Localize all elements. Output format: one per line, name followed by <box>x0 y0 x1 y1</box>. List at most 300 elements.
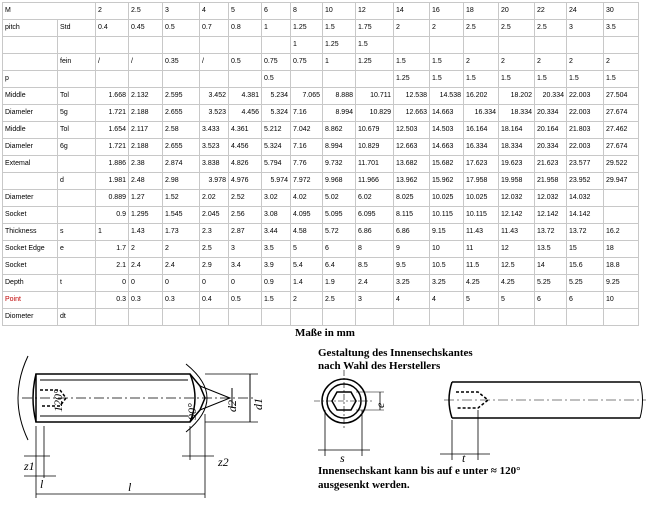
table-cell <box>604 309 639 326</box>
table-cell: 20.334 <box>535 88 567 105</box>
table-cell: 5.25 <box>567 275 604 292</box>
table-cell: 27.674 <box>604 139 639 156</box>
table-cell: 13.962 <box>394 173 430 190</box>
table-cell: 16.2 <box>604 224 639 241</box>
table-cell: 12 <box>356 3 394 20</box>
table-row <box>3 258 639 275</box>
table-row <box>3 173 639 190</box>
table-cell: 5.212 <box>262 122 291 139</box>
table-cell: 0.3 <box>96 292 129 309</box>
table-cell: 13.682 <box>394 156 430 173</box>
table-cell: 19.623 <box>499 156 535 173</box>
table-cell: 21.623 <box>535 156 567 173</box>
table-cell: 4.25 <box>464 275 499 292</box>
table-cell: 14.663 <box>430 105 464 122</box>
table-row <box>3 20 639 37</box>
d2-label: d2 <box>225 400 239 412</box>
table-cell: 15.682 <box>430 156 464 173</box>
table-cell: 5.324 <box>262 139 291 156</box>
table-cell: 18 <box>604 241 639 258</box>
table-cell: 12.142 <box>499 207 535 224</box>
table-cell: 18.202 <box>499 88 535 105</box>
table-row <box>3 309 639 326</box>
table-cell: 4.095 <box>291 207 323 224</box>
table-cell: 4 <box>200 3 229 20</box>
table-cell: 1.5 <box>430 54 464 71</box>
table-cell: 10.679 <box>356 122 394 139</box>
table-cell <box>535 309 567 326</box>
table-cell <box>58 190 96 207</box>
table-cell: 3.08 <box>262 207 291 224</box>
table-cell: / <box>200 54 229 71</box>
table-cell: 1.25 <box>291 20 323 37</box>
table-cell: 21.803 <box>567 122 604 139</box>
table-cell <box>291 71 323 88</box>
table-cell: 0.3 <box>163 292 200 309</box>
table-cell: 2.48 <box>129 173 163 190</box>
table-cell <box>96 71 129 88</box>
table-cell: 1.4 <box>291 275 323 292</box>
angle-90-label: 90° <box>185 403 199 420</box>
table-cell: 2.595 <box>163 88 200 105</box>
table-cell: 11.43 <box>464 224 499 241</box>
table-cell <box>3 37 58 54</box>
table-cell: 12.663 <box>394 105 430 122</box>
table-cell <box>604 37 639 54</box>
table-cell: 5 <box>499 292 535 309</box>
table-cell: 2.132 <box>129 88 163 105</box>
table-cell: 0.5 <box>229 292 262 309</box>
table-cell: 1.25 <box>394 71 430 88</box>
table-cell: 2 <box>567 54 604 71</box>
table-cell: 1 <box>291 37 323 54</box>
table-cell: 5.02 <box>323 190 356 207</box>
table-row <box>3 224 639 241</box>
table-cell: 0.35 <box>163 54 200 71</box>
table-cell: 14 <box>535 258 567 275</box>
table-cell: 3.978 <box>200 173 229 190</box>
table-cell: Tol <box>58 122 96 139</box>
table-cell <box>58 258 96 275</box>
e-label: e <box>373 402 387 408</box>
table-cell <box>499 309 535 326</box>
table-cell: Thickness <box>3 224 58 241</box>
table-cell: 12.503 <box>394 122 430 139</box>
table-cell: 2.5 <box>499 20 535 37</box>
table-cell: 14.142 <box>567 207 604 224</box>
table-cell: 9.5 <box>394 258 430 275</box>
table-cell: 11.966 <box>356 173 394 190</box>
table-cell <box>262 37 291 54</box>
table-cell: 6.4 <box>323 258 356 275</box>
table-cell <box>430 37 464 54</box>
table-cell: 16.334 <box>464 139 499 156</box>
table-cell: 18.164 <box>499 122 535 139</box>
table-cell <box>229 309 262 326</box>
table-cell: 8.115 <box>394 207 430 224</box>
table-cell: 1.5 <box>262 292 291 309</box>
table-cell: 1.5 <box>394 54 430 71</box>
table-cell <box>394 309 430 326</box>
table-cell: 22.003 <box>567 139 604 156</box>
table-cell: 15.962 <box>430 173 464 190</box>
table-cell: 1.654 <box>96 122 129 139</box>
table-cell: pitch <box>3 20 58 37</box>
table-cell: 3.452 <box>200 88 229 105</box>
table-cell: 14.032 <box>567 190 604 207</box>
table-cell <box>567 309 604 326</box>
table-cell: 10 <box>430 241 464 258</box>
table-cell: 2.655 <box>163 139 200 156</box>
note-top-2: nach Wahl des Herstellers <box>318 360 441 372</box>
table-cell <box>96 37 129 54</box>
table-cell: 15.6 <box>567 258 604 275</box>
table-cell <box>394 37 430 54</box>
table-cell: 0.8 <box>229 20 262 37</box>
table-cell: 23.952 <box>567 173 604 190</box>
table-cell: Diameler <box>3 139 58 156</box>
table-cell <box>464 309 499 326</box>
table-cell: 12.032 <box>499 190 535 207</box>
table-cell <box>323 309 356 326</box>
table-cell: 6 <box>262 3 291 20</box>
table-cell: Std <box>58 20 96 37</box>
table-row <box>3 190 639 207</box>
table-cell: 10.025 <box>430 190 464 207</box>
table-cell: 6 <box>567 292 604 309</box>
table-row <box>3 105 639 122</box>
table-cell: 7.16 <box>291 139 323 156</box>
table-cell: 16.202 <box>464 88 499 105</box>
units-caption: Maße in mm <box>295 327 355 339</box>
table-cell <box>3 173 58 190</box>
table-cell: d <box>58 173 96 190</box>
table-cell <box>58 71 96 88</box>
z2-label: z2 <box>218 455 229 469</box>
table-cell: 1.295 <box>129 207 163 224</box>
table-cell: 20.334 <box>535 105 567 122</box>
table-cell: 8.5 <box>356 258 394 275</box>
note-top-1: Gestaltung des Innensechskantes <box>318 347 473 359</box>
table-cell: 1.5 <box>567 71 604 88</box>
table-cell: 6.02 <box>356 190 394 207</box>
d1-label: d1 <box>251 398 265 410</box>
z1-label: z1 <box>24 459 35 473</box>
table-cell: 0.4 <box>96 20 129 37</box>
table-cell: 3 <box>229 241 262 258</box>
table-cell: 2 <box>499 54 535 71</box>
table-cell: 6g <box>58 139 96 156</box>
table-cell: 4 <box>394 292 430 309</box>
table-cell: 7.76 <box>291 156 323 173</box>
table-cell: 1.25 <box>356 54 394 71</box>
table-cell: 2.1 <box>96 258 129 275</box>
table-cell: 2.5 <box>535 20 567 37</box>
table-cell: Diameter <box>3 190 58 207</box>
table-cell: 9.732 <box>323 156 356 173</box>
table-row <box>3 88 639 105</box>
table-cell: Tol <box>58 88 96 105</box>
table-cell: 2.117 <box>129 122 163 139</box>
table-cell: 10 <box>604 292 639 309</box>
table-cell: 14.503 <box>430 122 464 139</box>
table-cell: 6 <box>323 241 356 258</box>
table-cell: 16.164 <box>464 122 499 139</box>
table-cell: 6 <box>535 292 567 309</box>
table-cell: 5.234 <box>262 88 291 105</box>
table-cell: 27.462 <box>604 122 639 139</box>
table-cell: 2.188 <box>129 105 163 122</box>
table-cell: 4.02 <box>291 190 323 207</box>
table-row <box>3 241 639 258</box>
table-cell <box>356 309 394 326</box>
table-cell: 1.25 <box>323 37 356 54</box>
table-row <box>3 122 639 139</box>
table-cell: 9.15 <box>430 224 464 241</box>
table-cell: 5.25 <box>535 275 567 292</box>
table-cell <box>96 309 129 326</box>
table-cell: 24 <box>567 3 604 20</box>
table-row <box>3 3 639 20</box>
table-cell: 1.721 <box>96 139 129 156</box>
table-cell: 0 <box>229 275 262 292</box>
table-cell: 20.334 <box>535 139 567 156</box>
table-cell: 2.9 <box>200 258 229 275</box>
table-cell: 7.972 <box>291 173 323 190</box>
table-cell: 18.334 <box>499 139 535 156</box>
table-cell: 4.361 <box>229 122 262 139</box>
table-cell: 2 <box>535 54 567 71</box>
table-cell: 3 <box>567 20 604 37</box>
table-cell: 4.25 <box>499 275 535 292</box>
table-cell <box>229 37 262 54</box>
table-cell: 1.75 <box>356 20 394 37</box>
table-cell: 2 <box>129 241 163 258</box>
table-cell: 0.7 <box>200 20 229 37</box>
table-cell: 11.5 <box>464 258 499 275</box>
table-row <box>3 156 639 173</box>
table-cell <box>163 71 200 88</box>
table-cell: 1.7 <box>96 241 129 258</box>
table-cell: 0.5 <box>262 71 291 88</box>
table-row <box>3 207 639 224</box>
table-cell: 29.522 <box>604 156 639 173</box>
table-cell: / <box>96 54 129 71</box>
table-cell: 6.86 <box>356 224 394 241</box>
table-cell <box>163 309 200 326</box>
table-cell: 9.25 <box>604 275 639 292</box>
table-cell: 2.874 <box>163 156 200 173</box>
table-cell: 3.25 <box>430 275 464 292</box>
table-row <box>3 71 639 88</box>
table-cell: 12.538 <box>394 88 430 105</box>
table-cell: 8 <box>291 3 323 20</box>
table-cell: 14.538 <box>430 88 464 105</box>
table-cell: 27.674 <box>604 105 639 122</box>
table-cell: 23.577 <box>567 156 604 173</box>
table-cell: 0.75 <box>291 54 323 71</box>
table-cell: 1.73 <box>163 224 200 241</box>
table-cell: 13.72 <box>567 224 604 241</box>
table-cell: 2.5 <box>200 241 229 258</box>
table-cell: 8.994 <box>323 105 356 122</box>
table-cell <box>3 54 58 71</box>
table-cell <box>200 37 229 54</box>
table-cell: 12.032 <box>535 190 567 207</box>
table-cell: 0.4 <box>200 292 229 309</box>
table-cell: 2.4 <box>356 275 394 292</box>
table-cell <box>58 156 96 173</box>
table-cell: 1.43 <box>129 224 163 241</box>
table-cell: 2.5 <box>129 3 163 20</box>
table-cell <box>464 37 499 54</box>
table-cell: 2.38 <box>129 156 163 173</box>
table-cell: 2 <box>394 20 430 37</box>
table-cell: 2.3 <box>200 224 229 241</box>
table-cell: 11 <box>464 241 499 258</box>
table-cell: 6.095 <box>356 207 394 224</box>
table-cell: 2 <box>96 3 129 20</box>
table-cell: p <box>3 71 58 88</box>
table-cell: 3.25 <box>394 275 430 292</box>
table-row <box>3 139 639 156</box>
table-cell: 18.8 <box>604 258 639 275</box>
table-cell: 2.98 <box>163 173 200 190</box>
table-cell: 0.5 <box>163 20 200 37</box>
table-cell: 3.838 <box>200 156 229 173</box>
table-cell: Extemal <box>3 156 58 173</box>
table-cell: Middle <box>3 122 58 139</box>
table-cell: 9 <box>394 241 430 258</box>
table-cell: 10.829 <box>356 105 394 122</box>
table-cell: 1.5 <box>535 71 567 88</box>
table-row <box>3 292 639 309</box>
table-cell: 15 <box>567 241 604 258</box>
table-cell: 14.663 <box>430 139 464 156</box>
table-cell: 1.5 <box>356 37 394 54</box>
table-cell: 17.623 <box>464 156 499 173</box>
table-cell: 10.829 <box>356 139 394 156</box>
table-cell: 5.324 <box>262 105 291 122</box>
table-cell: 3.02 <box>262 190 291 207</box>
table-cell: 0.9 <box>262 275 291 292</box>
table-cell: 3.9 <box>262 258 291 275</box>
table-cell: 22.003 <box>567 88 604 105</box>
table-cell: 4.456 <box>229 139 262 156</box>
table-cell: 16 <box>430 3 464 20</box>
table-cell: 5.72 <box>323 224 356 241</box>
table-cell: 12 <box>499 241 535 258</box>
table-cell: 0.75 <box>262 54 291 71</box>
table-cell <box>535 37 567 54</box>
table-cell: 0.889 <box>96 190 129 207</box>
table-cell <box>129 37 163 54</box>
table-cell: 27.504 <box>604 88 639 105</box>
table-cell: 0.3 <box>129 292 163 309</box>
table-cell: 2.02 <box>200 190 229 207</box>
table-cell: 2.4 <box>129 258 163 275</box>
table-cell: 4 <box>430 292 464 309</box>
table-cell: 5.794 <box>262 156 291 173</box>
table-cell: fein <box>58 54 96 71</box>
table-cell: 10.115 <box>464 207 499 224</box>
table-cell: 0.45 <box>129 20 163 37</box>
table-cell: 18.334 <box>499 105 535 122</box>
table-cell: 1.668 <box>96 88 129 105</box>
table-cell <box>58 207 96 224</box>
table-cell: 10.5 <box>430 258 464 275</box>
table-cell: 5 <box>464 292 499 309</box>
table-cell: 22 <box>535 3 567 20</box>
table-cell: t <box>58 275 96 292</box>
table-cell: 1 <box>262 20 291 37</box>
table-cell: 9.968 <box>323 173 356 190</box>
table-cell: 17.958 <box>464 173 499 190</box>
table-cell: 30 <box>604 3 639 20</box>
table-cell: 2.4 <box>163 258 200 275</box>
spec-table <box>2 2 639 326</box>
table-cell: 3.523 <box>200 139 229 156</box>
table-cell: Depth <box>3 275 58 292</box>
table-cell: 5 <box>291 241 323 258</box>
table-cell: 7.16 <box>291 105 323 122</box>
table-cell: 4.826 <box>229 156 262 173</box>
table-cell: 1.981 <box>96 173 129 190</box>
table-cell <box>262 309 291 326</box>
table-cell: 0 <box>200 275 229 292</box>
table-cell: e <box>58 241 96 258</box>
table-cell: 0.5 <box>229 54 262 71</box>
table-cell: 2.655 <box>163 105 200 122</box>
table-cell <box>604 190 639 207</box>
note-bottom-1: Innensechskant kann bis auf e unter ≈ 120° <box>318 465 521 477</box>
table-cell <box>430 309 464 326</box>
table-cell: 1.5 <box>604 71 639 88</box>
table-cell: 4.381 <box>229 88 262 105</box>
table-cell: 4.58 <box>291 224 323 241</box>
table-cell: 20.164 <box>535 122 567 139</box>
table-cell: 14 <box>394 3 430 20</box>
table-cell: 1.52 <box>163 190 200 207</box>
table-cell: 1.9 <box>323 275 356 292</box>
table-cell: 0 <box>163 275 200 292</box>
table-cell: 1 <box>96 224 129 241</box>
table-cell: s <box>58 224 96 241</box>
table-cell: Socket Edge <box>3 241 58 258</box>
table-cell: Point <box>3 292 58 309</box>
table-cell: 2 <box>604 54 639 71</box>
table-cell <box>323 71 356 88</box>
table-cell: 10.711 <box>356 88 394 105</box>
l-small-label: l <box>40 477 44 491</box>
table-cell: 8.025 <box>394 190 430 207</box>
table-cell: 12.5 <box>499 258 535 275</box>
table-cell: 7.042 <box>291 122 323 139</box>
note-bottom-2: ausgesenkt werden. <box>318 479 410 491</box>
table-cell: 3.5 <box>262 241 291 258</box>
table-cell: 5.095 <box>323 207 356 224</box>
s-label: s <box>340 451 345 465</box>
table-cell: 1.5 <box>323 20 356 37</box>
table-cell: 1.545 <box>163 207 200 224</box>
table-cell: 13.5 <box>535 241 567 258</box>
l-total-label: l <box>128 480 132 494</box>
table-cell: 3.433 <box>200 122 229 139</box>
table-cell: 8.994 <box>323 139 356 156</box>
table-cell: 0.9 <box>96 207 129 224</box>
table-cell <box>129 309 163 326</box>
table-cell: 1.27 <box>129 190 163 207</box>
